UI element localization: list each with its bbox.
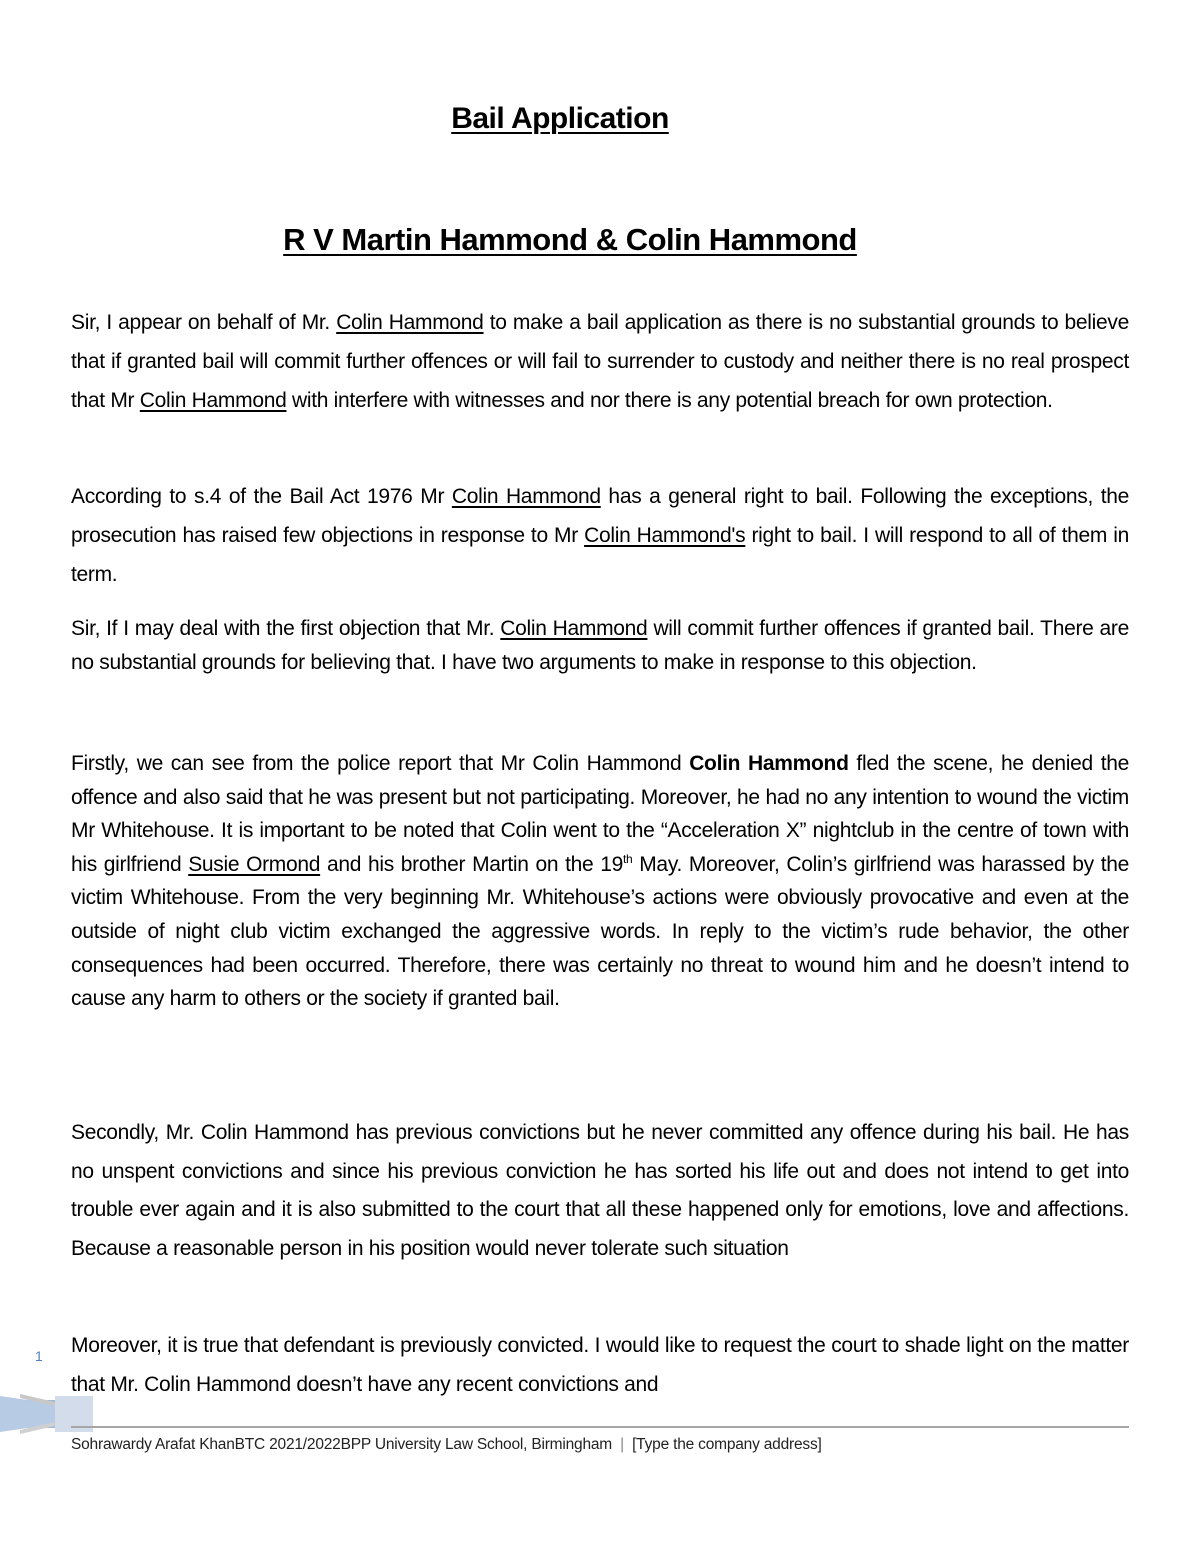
defendant-name-bold: Colin Hammond xyxy=(689,752,849,775)
text-run: has a general right to bail. Following the exceptions, the prosecution has raised few objections in response to Mr xyxy=(71,485,1129,547)
text-run: May. Moreover, Colin’s girlfriend was harassed by the victim Whitehouse. From the very beginning Mr. Whitehouse’s actions were obviously provocative and even at the outside of night club victim exchanged the aggressive words. In reply to the victim’s rude behavior, the other consequences had been occurred. Therefore, there was certainly no threat to wound him and he doesn’t intend to cause any harm to others or the society if granted bail. xyxy=(71,852,1129,1011)
defendant-name: Colin Hammond's xyxy=(584,524,746,547)
text-run: right to bail. I will respond to all of them in term. xyxy=(71,524,1129,586)
text-run: According to s.4 of the Bail Act 1976 Mr xyxy=(71,485,452,508)
footer-separator: | xyxy=(620,1436,624,1453)
paragraph-bail-act xyxy=(71,477,1129,594)
text-run: fled the scene, he denied the offence and also said that he was present but not participating. Moreover, he had no any intention to wound the victim Mr Whitehouse. It is important to be noted that Colin went to the “Acceleration X” nightclub in the centre of town with his girlfriend xyxy=(71,752,1129,876)
defendant-name: Colin Hammond xyxy=(336,311,484,334)
paragraph-moreover: Moreover, it is true that defendant is previously convicted. I would like to request the court to shade light on the matter that Mr. Colin Hammond doesn’t have any recent convictions and xyxy=(71,1334,1129,1396)
document-title: Bail Application xyxy=(451,102,669,135)
footer-decoration-icon xyxy=(0,1392,93,1436)
girlfriend-name: Susie Ormond xyxy=(188,852,321,876)
text-run: Sir, I appear on behalf of Mr. xyxy=(71,311,337,334)
footer-author-info: Sohrawardy Arafat KhanBTC 2021/2022BPP University Law School, Birmingham xyxy=(71,1436,613,1453)
paragraph-introduction xyxy=(71,303,1129,420)
text-run: Firstly, we can see from the police report that Mr Colin Hammond xyxy=(71,752,690,775)
page-number: 1 xyxy=(35,1348,43,1364)
text-run: with interfere with witnesses and nor there is any potential breach for own protection. xyxy=(286,389,1053,412)
text-run: and his brother Martin on the 19 xyxy=(320,852,623,876)
defendant-name: Colin Hammond xyxy=(451,485,601,508)
ordinal-suffix: th xyxy=(622,851,633,866)
text-run: Sir, If I may deal with the first objection that Mr. xyxy=(71,617,501,640)
text-run: will commit further offences if granted bail. There are no substantial grounds for believing that. I have two arguments to make in response to this objection. xyxy=(71,617,1129,674)
footer-divider xyxy=(71,1426,1129,1428)
paragraph-secondly: Secondly, Mr. Colin Hammond has previous convictions but he never committed any offence during his bail. He has no unspent convictions and since his previous conviction he has sorted his life out and does not intend to get into trouble ever again and it is also submitted to the court that all these happened only for emotions, love and affections. Because a reasonable person in his position would never tolerate such situation xyxy=(71,1121,1129,1260)
case-title: R V Martin Hammond & Colin Hammond xyxy=(283,222,857,257)
paragraph-firstly xyxy=(71,747,1129,1016)
defendant-name: Colin Hammond xyxy=(139,389,287,412)
footer-address-placeholder[interactable]: [Type the company address] xyxy=(632,1436,822,1453)
paragraph-first-objection xyxy=(71,612,1129,679)
text-run: to make a bail application as there is no substantial grounds to believe that if granted bail will commit further offences or will fail to surrender to custody and neither there is no real prospect that Mr xyxy=(71,311,1129,412)
footer xyxy=(71,1436,822,1454)
defendant-name: Colin Hammond xyxy=(500,617,648,640)
